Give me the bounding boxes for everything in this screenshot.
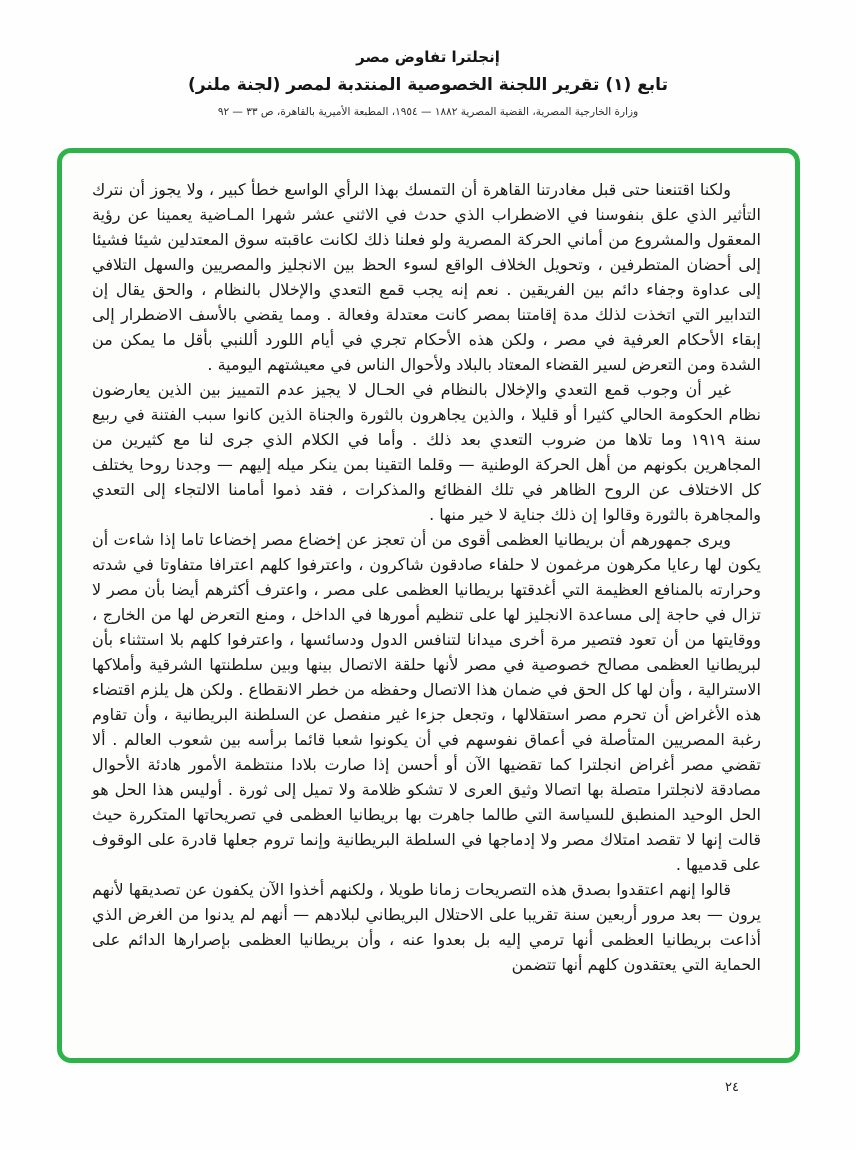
document-subtitle: تابع (١) تقرير اللجنة الخصوصية المنتدبة لمصر (لجنة ملنر) bbox=[188, 75, 668, 95]
body-paragraph: ويرى جمهورهم أن بريطانيا العظمى أقوى من أن تعجز عن إخضاع مصر إخضاعا تاما إذا شاءت أن يكون لها رعايا مكرهون مرغمون لا حلفاء صادقون شاكرون ، واعترفوا كلهم اعترافا متفاوتا في شدته وحرارته بالمنافع العظيمة التي أغدقتها بريطانيا العظمى على مصر ، واعترف أكثرهم أيضا بأن مصر لا تزال في حاجة إلى مساعدة الانجليز لها على تنظيم أمورها في الداخل ، ومنع التعرض لها من الخارج ، ووقايتها من أن تعود فتصير مرة أخرى ميدانا لتنافس الدول ودسائسها ، واعترفوا كلهم بلا استثناء بأن لبريطانيا العظمى مصالح خصوصية في مصر لأنها حلقة الاتصال بينها وبين سلطنتها الشرقية وأملاكها الاسترالية ، وأن لها كل الحق في ضمان هذا الاتصال وحفظه من خطر الانقطاع . ولكن هل يلزم اقتضاء هذه الأغراض أن تحرم مصر استقلالها ، وتجعل جزءا غير منفصل عن السلطنة البريطانية ، وأن تقاوم رغبة المصريين المتأصلة في أعماق نفوسهم في أن يكونوا شعبا قائما برأسه بين شعوب العالم . ألا تقضي مصر أغراض انجلترا كما تقضيها الآن أو أحسن إذا صارت بلادا منتظمة الأمور هادئة الأحوال مصادقة لانجلترا متصلة بها اتصالا وثيق العرى لا تشكو ظلامة ولا تميل إلى ثورة . أوليس هذا الحل هو الحل الوحيد المنطبق للسياسة التي طالما جاهرت بها بريطانيا العظمى في تصريحاتها المتكررة حيث قالت إنها لا تقصد امتلاك مصر ولا إدماجها في السلطة البريطانية وإنما تروم جعلها قادرة على الوقوف على قدميها . bbox=[92, 530, 761, 874]
document-source-citation: وزارة الخارجية المصرية، القضية المصرية ١٨٨٢ — ١٩٥٤، المطبعة الأميرية بالقاهرة، ص ٣٣ — ٩٢ bbox=[217, 106, 639, 118]
body-paragraph: ولكنا اقتنعنا حتى قبل مغادرتنا القاهرة أن التمسك بهذا الرأي الواسع خطأ كبير ، ولا يجوز أن نترك التأثير الذي علق بنفوسنا في الاضطراب الذي حدث في الاثني عشر شهرا المـاضية يعمينا عن رؤية المعقول والمشروع من أماني الحركة المصرية ولو فعلنا ذلك لكانت عاقبته سوق المعتدلين شيئا فشيئا إلى أحضان المتطرفين ، وتحويل الخلاف الواقع لسوء الحظ بين الانجليز والمصريين والسهل التلافي إلى عداوة وجفاء دائم بين الفريقين . نعم إنه يجب قمع التعدي والإخلال بالنظام ، والحق يقال إن التدابير التي اتخذت لذلك مدة إقامتنا بمصر كانت معتدلة وفعالة . ومما يقضي بالأسف الاضطرار إلى إبقاء الأحكام العرفية في مصر ، ولكن هذه الأحكام تجري في أيام اللورد أللنبي بأقل ما يمكن من الشدة ومن التعرض لسير القضاء المعتاد بالبلاد ولأحوال الناس في معيشتهم اليومية . bbox=[92, 180, 761, 374]
body-paragraph: قالوا إنهم اعتقدوا بصدق هذه التصريحات زمانا طويلا ، ولكنهم أخذوا الآن يكفون عن تصديقها لأنهم يرون — بعد مرور أربعين سنة تقريبا على الاحتلال البريطاني لبلادهم — أنهم لم يدنوا من الغرض الذي أذاعت بريطانيا العظمى أنها ترمي إليه بل بعدوا عنه ، وأن بريطانيا العظمى بإصرارها الدائم على الحماية التي يعتقدون كلهم أنها تتضمن bbox=[92, 880, 761, 974]
page-number: ٢٤ bbox=[725, 1080, 739, 1095]
green-highlight-frame bbox=[57, 148, 800, 1063]
body-paragraph: غير أن وجوب قمع التعدي والإخلال بالنظام في الحـال لا يجيز عدم التمييز بين الذين يعارضون نظام الحكومة الحالي كثيرا أو قليلا ، والذين يجاهرون بالثورة والجناة الذين كانوا سبب الفتنة في ربيع سنة ١٩١٩ وما تلاها من ضروب التعدي بعد ذلك . وأما في الكلام الذي جرى لنا مع كثيرين من المجاهرين بكونهم من أهل الحركة الوطنية — وقلما التقينا بمن ينكر ميله إليهم — وجدنا روحا يختلف كل الاختلاف عن الروح الظاهر في تلك الفظائع والمذكرات ، فقد ذموا أمامنا الالتجاء إلى التعدي والمجاهرة بالثورة وقالوا إن ذلك جناية لا خير منها . bbox=[92, 380, 761, 524]
document-title: إنجلترا تفاوض مصر bbox=[356, 48, 500, 66]
page-header bbox=[0, 48, 856, 118]
document-body-text bbox=[92, 177, 761, 977]
